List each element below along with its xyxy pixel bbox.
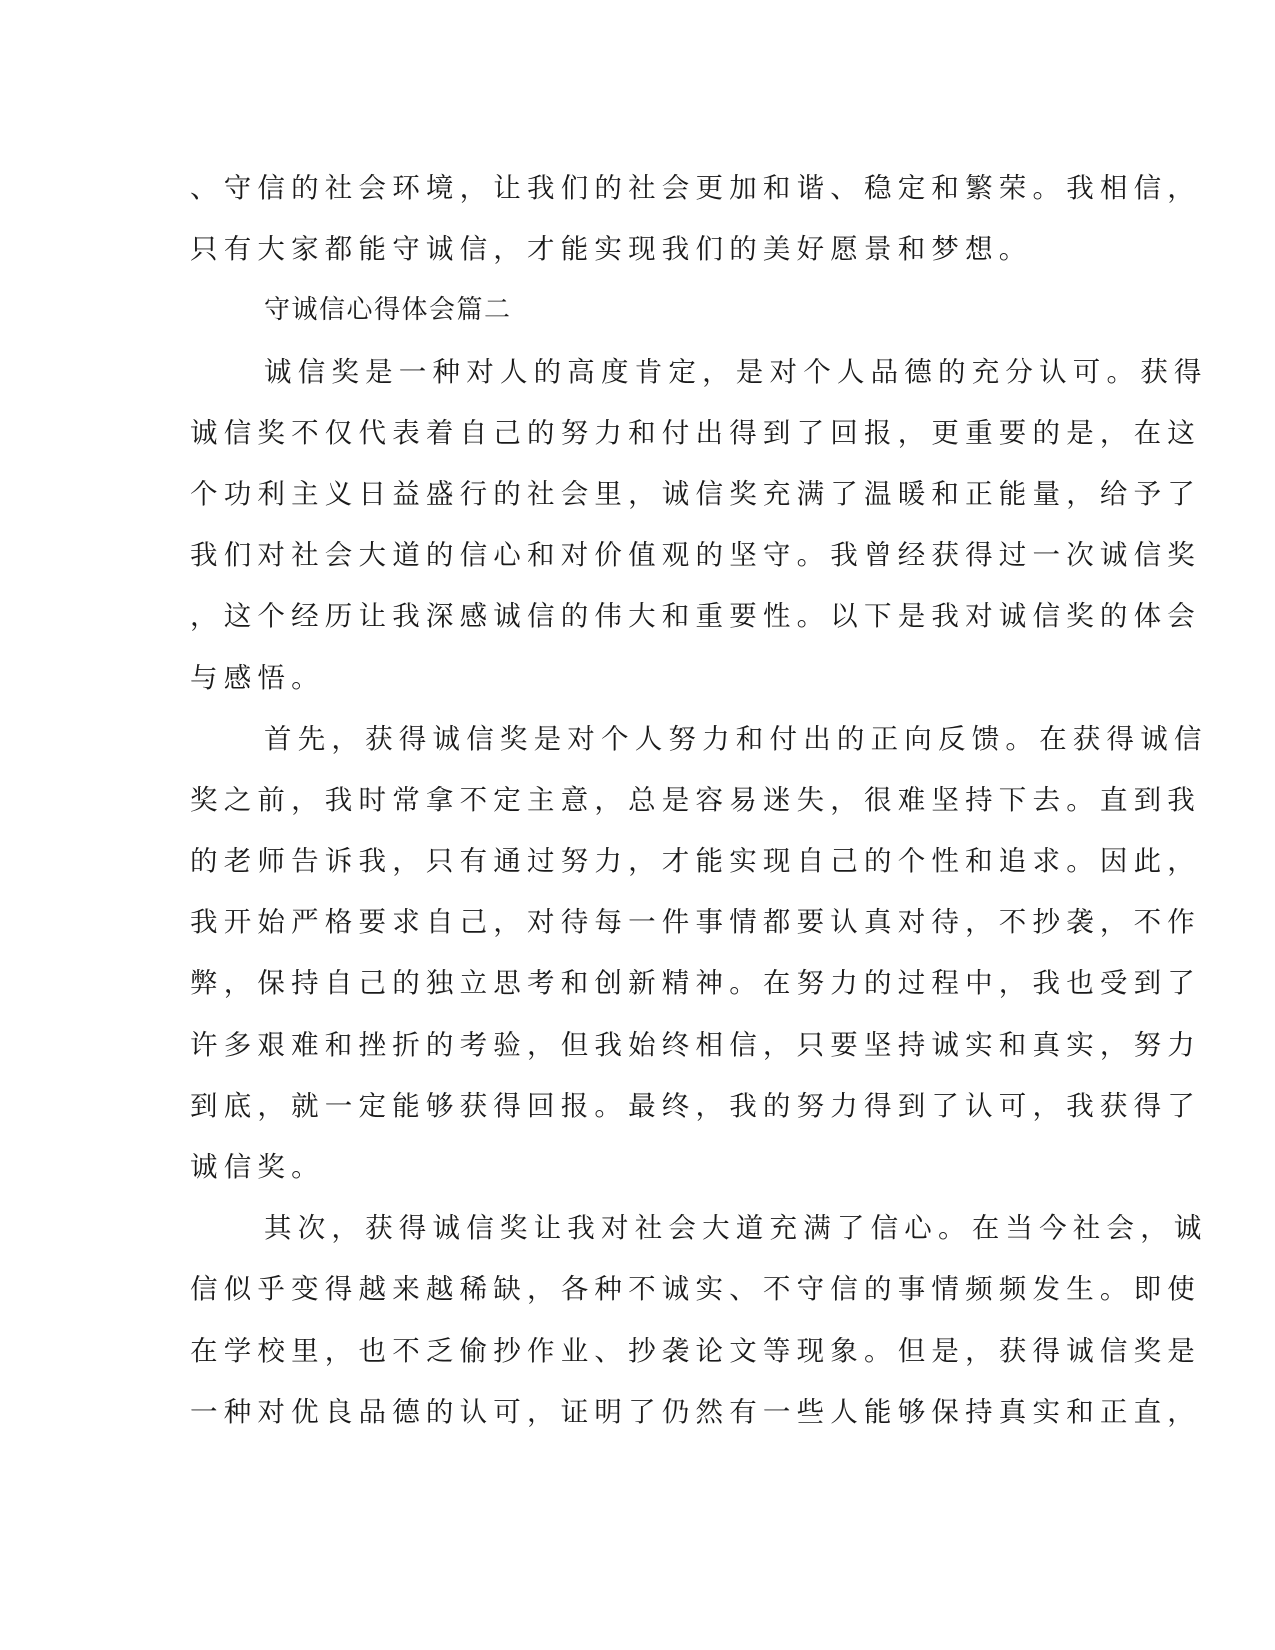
- text-line: 个功利主义日益盛行的社会里，诚信奖充满了温暖和正能量，给予了: [190, 477, 1201, 510]
- text-line: 诚信奖。: [190, 1151, 325, 1183]
- text-line: 只有大家都能守诚信，才能实现我们的美好愿景和梦想。: [190, 233, 1033, 266]
- document-body: [190, 158, 1208, 1443]
- text-line: 的老师告诉我，只有通过努力，才能实现自己的个性和追求。因此，: [190, 845, 1201, 878]
- text-line: 许多艰难和挫折的考验，但我始终相信，只要坚持诚实和真实，努力: [190, 1028, 1201, 1061]
- text-line: 到底，就一定能够获得回报。最终，我的努力得到了认可，我获得了: [190, 1089, 1201, 1122]
- text-line: 弊，保持自己的独立思考和创新精神。在努力的过程中，我也受到了: [190, 967, 1201, 1000]
- text-line: 我开始严格要求自己，对待每一件事情都要认真对待，不抄袭，不作: [190, 906, 1201, 939]
- text-line: 一种对优良品德的认可，证明了仍然有一些人能够保持真实和正直，: [190, 1395, 1201, 1428]
- text-line: 在学校里，也不乏偷抄作业、抄袭论文等现象。但是，获得诚信奖是: [190, 1334, 1201, 1367]
- text-line: 奖之前，我时常拿不定主意，总是容易迷失，很难坚持下去。直到我: [190, 783, 1201, 816]
- text-line: ，这个经历让我深感诚信的伟大和重要性。以下是我对诚信奖的体会: [190, 600, 1201, 633]
- section-heading: 守诚信心得体会篇二: [264, 295, 512, 326]
- text-line: 与感悟。: [190, 661, 325, 694]
- paragraph-first-line: 首先，获得诚信奖是对个人努力和付出的正向反馈。在获得诚信: [264, 722, 1208, 755]
- paragraph-first-line: 诚信奖是一种对人的高度肯定，是对个人品德的充分认可。获得: [264, 355, 1208, 388]
- paragraph-first-line: 其次，获得诚信奖让我对社会大道充满了信心。在当今社会，诚: [264, 1212, 1208, 1245]
- text-line: 我们对社会大道的信心和对价值观的坚守。我曾经获得过一次诚信奖: [190, 539, 1201, 572]
- text-line: 诚信奖不仅代表着自己的努力和付出得到了回报，更重要的是，在这: [190, 416, 1201, 449]
- text-line: 、守信的社会环境，让我们的社会更加和谐、稳定和繁荣。我相信，: [190, 172, 1201, 204]
- text-line: 信似乎变得越来越稀缺，各种不诚实、不守信的事情频频发生。即使: [190, 1273, 1201, 1306]
